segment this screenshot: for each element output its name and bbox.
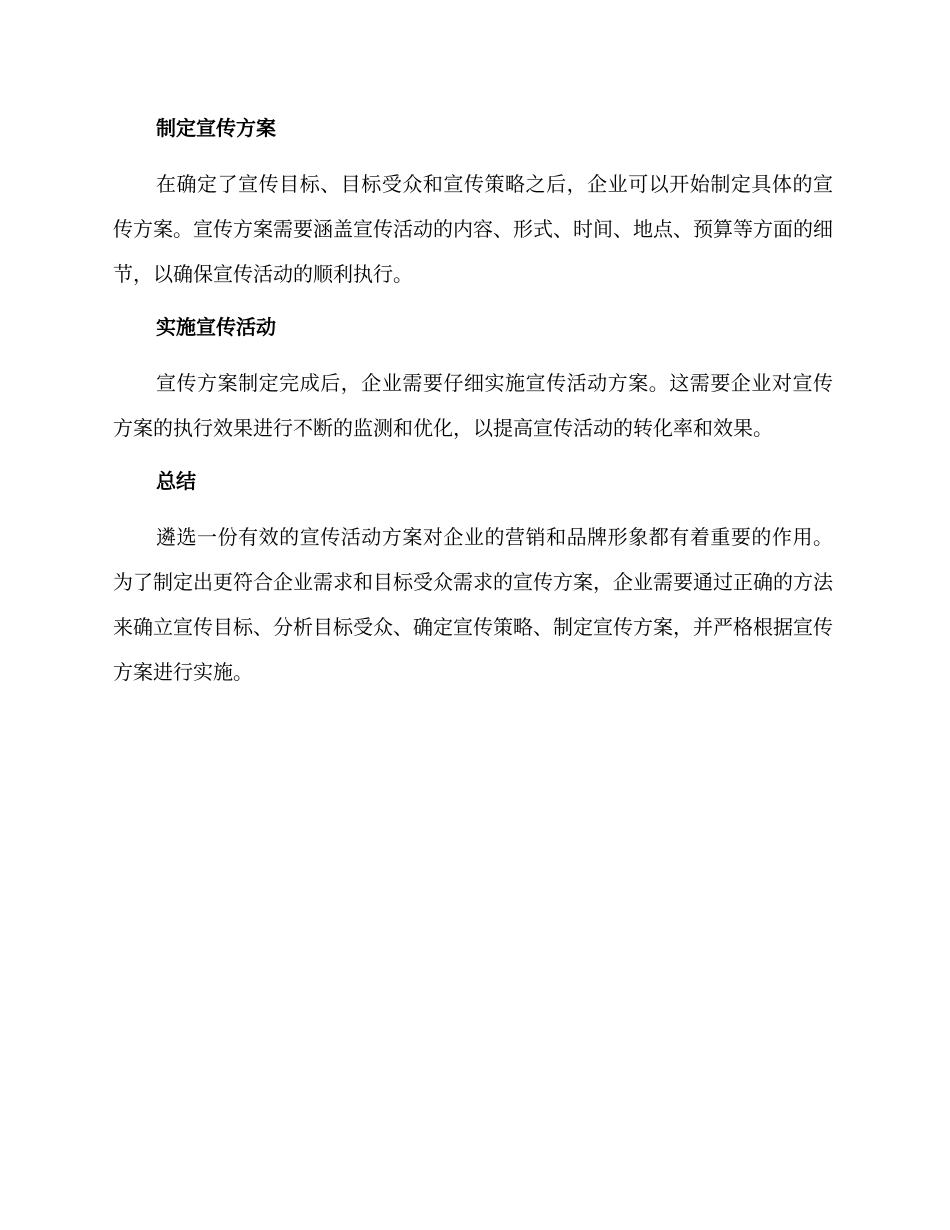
document-page bbox=[113, 110, 833, 695]
section-paragraph-plan: 在确定了宣传目标、目标受众和宣传策略之后，企业可以开始制定具体的宣传方案。宣传方案需要涵盖宣传活动的内容、形式、时间、地点、预算等方面的细节，以确保宣传活动的顺利执行。 bbox=[113, 172, 833, 286]
section-heading-plan: 制定宣传方案 bbox=[156, 116, 276, 140]
section-paragraph-summary: 遴选一份有效的宣传活动方案对企业的营销和品牌形象都有着重要的作用。为了制定出更符合企业需求和目标受众需求的宣传方案，企业需要通过正确的方法来确立宣传目标、分析目标受众、确定宣传策略、制定宣传方案，并严格根据宣传方案进行实施。 bbox=[113, 525, 833, 684]
section-heading-summary: 总结 bbox=[156, 469, 196, 493]
section-paragraph-implement: 宣传方案制定完成后，企业需要仔细实施宣传活动方案。这需要企业对宣传方案的执行效果进行不断的监测和优化，以提高宣传活动的转化率和效果。 bbox=[113, 371, 833, 440]
section-heading-implement: 实施宣传活动 bbox=[156, 315, 276, 339]
